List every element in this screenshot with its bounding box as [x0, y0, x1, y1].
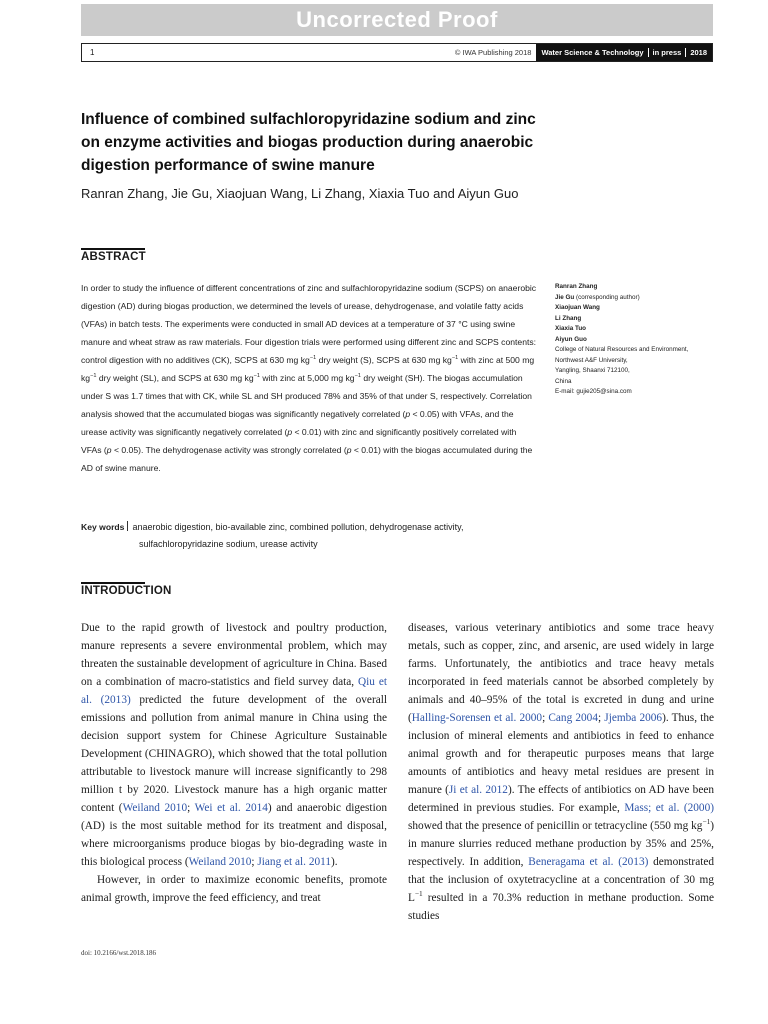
- citation-link[interactable]: Ji et al. 2012: [448, 784, 508, 796]
- abstract-segment: with zinc at 5,000 mg kg: [259, 373, 355, 383]
- separator: [685, 48, 686, 57]
- abstract-segment: with zinc at 500 mg kg: [81, 355, 535, 383]
- body-text: ;: [542, 712, 549, 724]
- abstract-heading: ABSTRACT: [81, 251, 146, 263]
- body-paragraph: However, in order to maximize economic benefits, promote animal growth, improve the feed efficiency, and treat: [81, 874, 387, 904]
- separator: [648, 48, 649, 57]
- affil-author: Jie Gu: [555, 293, 575, 301]
- p-value-symbol: p: [405, 409, 411, 419]
- running-head-right: [455, 44, 712, 61]
- copyright: © IWA Publishing 2018: [454, 48, 532, 57]
- p-value-symbol: p: [106, 445, 112, 455]
- journal-label: [536, 44, 712, 61]
- citation-link[interactable]: Jjemba 2006: [604, 712, 663, 724]
- superscript: −1: [702, 817, 711, 827]
- author-list: Ranran Zhang, Jie Gu, Xiaojuan Wang, Li Zhang, Xiaxia Tuo and Aiyun Guo: [81, 186, 519, 201]
- abstract-segment: In order to study the influence of different concentrations of zinc and sulfachloropyridazine sodium (SCPS) on anaerobic digestion (AD) during biogas production, we determined the levels of urease, dehydrogenase, and volatile fatty acids (VFAs) in batch tests. The experiments were conducted in small AD devices at a temperature of 37 °C using swine manure and wheat straw as raw materials. Four digestion trials were performed using different zinc and SCPS contents: control digestion with no additives (CK), SCPS at 630 mg kg: [81, 283, 537, 365]
- body-text: ;: [597, 712, 605, 724]
- affil-author: Xiaojuan Wang: [555, 304, 600, 311]
- body-text: showed that the presence of penicillin or tetracycline (550 mg kg: [408, 820, 703, 832]
- citation-link[interactable]: Weiland 2010: [188, 856, 252, 868]
- body-text: resulted in a 70.3% reduction in methane production. Some studies: [408, 892, 714, 922]
- affil-author: Ranran Zhang: [555, 283, 598, 290]
- affil-email: E-mail: gujie205@sina.com: [555, 388, 632, 395]
- body-text: ) in manure slurries reduced methane production by 35% and 25%, respectively. In addition,: [408, 820, 714, 868]
- p-value-symbol: p: [346, 445, 352, 455]
- affil-author: Aiyun Guo: [555, 335, 587, 343]
- citation-link[interactable]: Halling-Sorensen et al. 2000: [411, 712, 543, 724]
- body-text: ).: [331, 856, 338, 868]
- superscript: −1: [451, 355, 459, 362]
- journal-name: Water Science & Technology: [541, 48, 644, 57]
- superscript: −1: [90, 373, 97, 380]
- abstract-text: [81, 279, 537, 477]
- uncorrected-proof-banner: Uncorrected Proof: [81, 4, 713, 36]
- affil-address: China: [555, 377, 572, 385]
- affil-address: Northwest A&F University,: [555, 356, 628, 364]
- body-text: ;: [187, 802, 195, 814]
- affil-address: College of Natural Resources and Environment,: [555, 346, 689, 353]
- body-text: Due to the rapid growth of livestock and poultry production, manure represents a severe environmental problem, which may threaten the sustainable development of agriculture in China. Based on a combination of macro-statistics and field survey data,: [81, 622, 387, 688]
- keywords-line-2: sulfachloropyridazine sodium, urease activity: [139, 539, 318, 549]
- body-text: ). Thus, the inclusion of mineral elements and antibiotics in feed to enhance animal growth and for therapeutic purposes means that large amounts of antibiotics and heavy metal residues are present in manure (: [408, 712, 714, 796]
- citation-link[interactable]: Wei et al. 2014: [194, 802, 268, 814]
- citation-link[interactable]: Qiu et al. (2013): [81, 676, 387, 706]
- abstract-segment: dry weight (S), SCPS at 630 mg kg: [316, 355, 452, 365]
- body-text: ). The effects of antibiotics on AD have been determined in previous studies. For example,: [408, 784, 714, 814]
- author-affiliation: [555, 282, 725, 398]
- page-number: 1: [90, 48, 95, 57]
- p-value-symbol: p: [287, 427, 293, 437]
- affil-author: Li Zhang: [555, 314, 582, 322]
- body-text: ) and anaerobic digestion (AD) is the most suitable method for its treatment and disposal, where microorganisms produce biogas by bio-degrading waste in this biological process (: [81, 802, 387, 868]
- citation-link[interactable]: Cang 2004: [548, 712, 598, 724]
- superscript: −1: [309, 355, 317, 362]
- keywords: [81, 519, 541, 553]
- keywords-label: Key words: [81, 522, 125, 532]
- abstract-segment: < 0.01) with the biogas accumulated during the AD of swine manure.: [81, 445, 533, 473]
- keywords-divider: [127, 521, 128, 531]
- introduction-heading: INTRODUCTION: [81, 585, 172, 597]
- abstract-segment: dry weight (SL), and SCPS at 630 mg kg: [96, 373, 254, 383]
- abstract-segment: dry weight (SH). The biogas accumulation under S was 1.7 times that with CK, while SL and SH produced 78% and 35% of that under S, respectively. Correlation analysis showed that the accumulated biogas was significantly negatively correlated (: [81, 373, 532, 419]
- superscript: −1: [414, 889, 423, 899]
- citation-link[interactable]: Jiang et al. 2011: [257, 856, 331, 868]
- body-column-left: [81, 619, 387, 907]
- body-column-right: [408, 619, 714, 925]
- body-text: diseases, various veterinary antibiotics and some trace heavy metals, such as copper, zinc, and arsenic, are used widely in large farms. Unfortunately, the antibiotics and trace heavy metals incorporated in feed materials cannot be absorbed completely by animals and 40–95% of the total is excreted in dung and urine (: [408, 622, 714, 724]
- superscript: −1: [354, 373, 361, 380]
- citation-link[interactable]: Mass; et al. (2000): [624, 802, 714, 814]
- abstract-segment: < 0.01) with zinc and significantly positively correlated with VFAs (: [81, 427, 517, 455]
- corresponding-note: (corresponding author): [574, 293, 640, 301]
- superscript: −1: [253, 373, 260, 380]
- body-text: demonstrated that the inclusion of oxytetracycline at a concentration of 30 mg L: [408, 856, 715, 904]
- affil-author: Xiaxia Tuo: [555, 325, 587, 332]
- journal-status: in press: [652, 48, 682, 57]
- body-text: ;: [251, 856, 258, 868]
- abstract-segment: < 0.05). The dehydrogenase activity was strongly correlated (: [111, 445, 347, 455]
- body-text: predicted the future development of the overall emissions and pollution from animal manure in China using the decision support system for Chinese Agriculture Sustainable Development (CHINAGRO), which showed that the total pollution attributable to livestock manure will increase significantly to 298 million t by 2020. Livestock manure has a high organic matter content (: [81, 694, 388, 814]
- doi: doi: 10.2166/wst.2018.186: [81, 949, 157, 957]
- citation-link[interactable]: Beneragama et al. (2013): [528, 856, 649, 868]
- article-title: Influence of combined sulfachloropyridazine sodium and zinc on enzyme activities and biogas production during anaerobic digestion performance of swine manure: [81, 111, 536, 174]
- affil-address: Yangling, Shaanxi 712100,: [555, 367, 630, 374]
- keywords-line-1: anaerobic digestion, bio-available zinc, combined pollution, dehydrogenase activity,: [132, 522, 464, 532]
- citation-link[interactable]: Weiland 2010: [122, 802, 188, 814]
- journal-year: 2018: [690, 48, 707, 57]
- abstract-segment: < 0.05) with VFAs, and the urease activity was significantly negatively correlated (: [81, 409, 514, 437]
- running-head: [81, 43, 713, 62]
